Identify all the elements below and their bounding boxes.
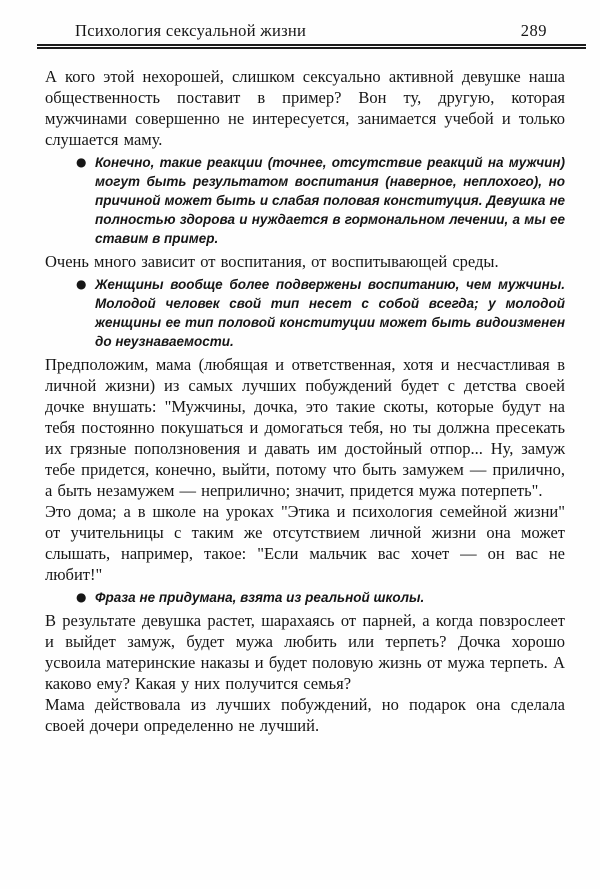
page-header (0, 0, 600, 41)
bullet-note-2 (76, 275, 565, 351)
bullet-note-text: Фраза не придумана, взята из реальной школы. (95, 590, 425, 605)
bullet-note-text: Конечно, такие реакции (точнее, отсутствие реакций на мужчин) могут быть результатом воспитания (наверное, неплохого), но причиной может быть и слабая половая конституция. Девушка не полностью здорова и нуждается в гормональном лечении, а мы ее ставим в пример. (95, 155, 565, 246)
paragraph-5: В результате девушка растет, шарахаясь от парней, а когда повзрослеет и выйдет замуж, будет мужа любить или терпеть? Дочка хорошо усвоила материнские наказы и будет половую жизнь от мужа терпеть. А каково ему? Какая у них получится семья? (45, 611, 565, 693)
page-body (0, 49, 600, 736)
bullet-icon: ● (76, 590, 87, 604)
bullet-icon: ● (76, 155, 87, 169)
paragraph-6: Мама действовала из лучших побуждений, но подарок она сделала своей дочери определенно не лучший. (45, 695, 565, 735)
paragraph-2: Очень много зависит от воспитания, от воспитывающей среды. (45, 252, 499, 271)
bullet-note-1 (76, 153, 565, 248)
paragraph-1: А кого этой нехорошей, слишком сексуально активной девушке наша общественность поставит в пример? Вон ту, другую, которая мужчинами совершенно не интересуется, занимается учебой и только слушается маму. (45, 67, 565, 149)
bullet-note-text: Женщины вообще более подвержены воспитанию, чем мужчины. Молодой человек свой тип несет с собой всегда; у молодой женщины ее тип половой конституции может быть видоизменен до неузнаваемости. (95, 277, 565, 349)
page-number: 289 (520, 21, 547, 40)
bullet-icon: ● (76, 277, 87, 291)
bullet-note-3 (76, 588, 565, 607)
paragraph-4: Это дома; а в школе на уроках "Этика и психология семейной жизни" от учительницы с таким же отсутствием личной жизни она может слышать, например, такое: "Если мальчик вас хочет — он вас не любит!" (45, 502, 565, 584)
paragraph-3: Предположим, мама (любящая и ответственная, хотя и несчастливая в личной жизни) из самых лучших побуждений будет с детства своей дочке внушать: "Мужчины, дочка, это такие скоты, которые будут на тебя постоянно покушаться и домогаться тебя, но ты должна пресекать их грязные поползновения и давать им достойный отпор... Ну, замуж тебе придется, конечно, выйти, потому что быть замужем — прилично, а быть незамужем — неприлично; значит, придется мужа потерпеть". (45, 355, 565, 500)
running-title: Психология сексуальной жизни (75, 21, 307, 40)
